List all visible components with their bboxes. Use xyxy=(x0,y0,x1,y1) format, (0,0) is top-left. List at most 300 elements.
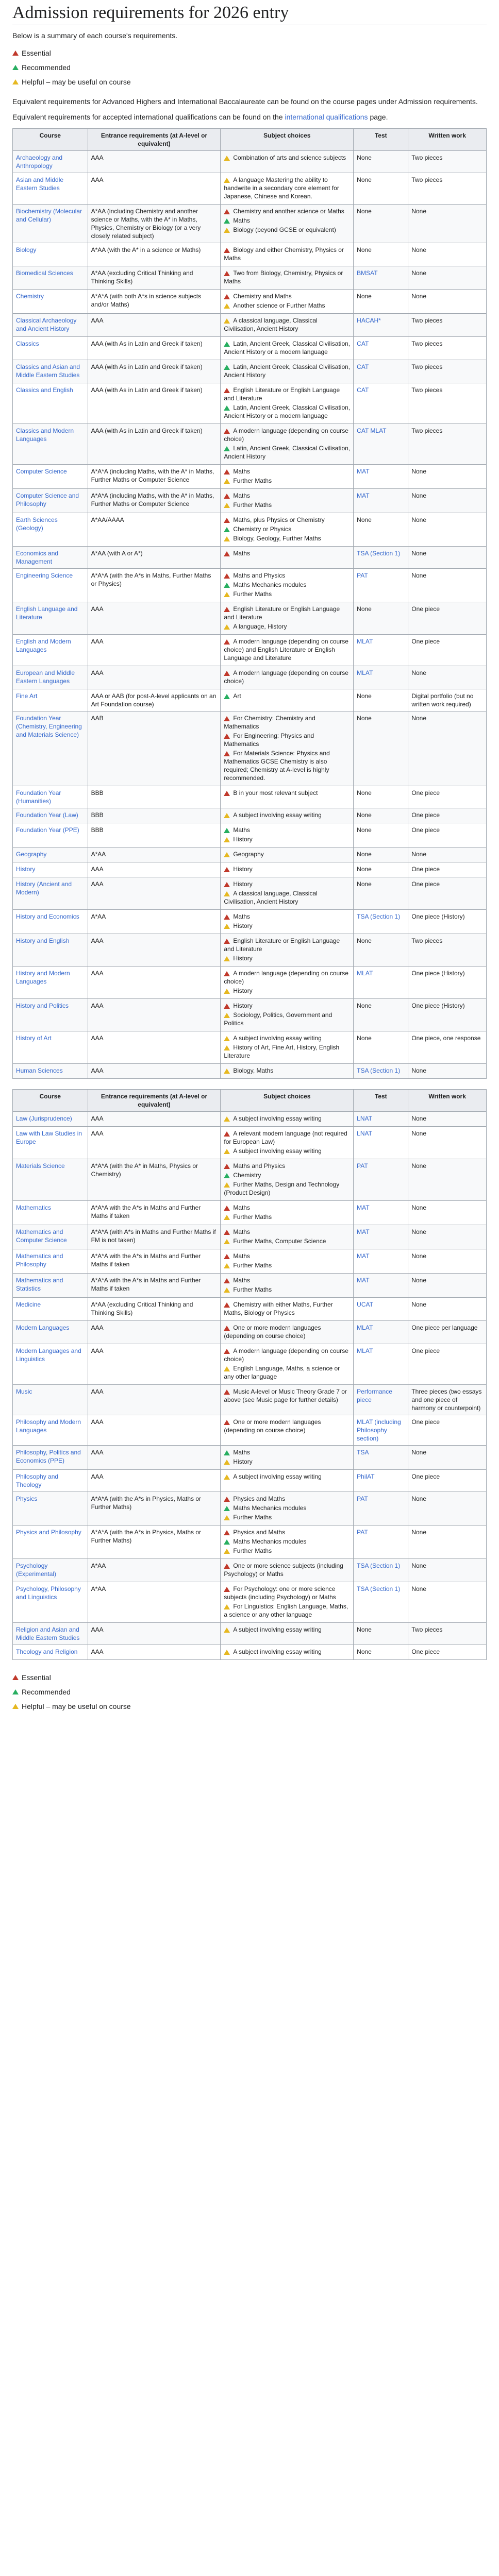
subject-item xyxy=(224,226,350,234)
subject-text: Maths and Physics xyxy=(233,572,286,579)
subject-item xyxy=(224,1002,350,1010)
course-link[interactable]: History and Economics xyxy=(13,910,88,934)
test-cell[interactable]: MAT xyxy=(354,489,408,513)
recommended-icon xyxy=(224,583,230,588)
essential-icon xyxy=(224,716,230,721)
subject-item xyxy=(224,1261,350,1269)
test-cell[interactable]: MLAT (including Philosophy section) xyxy=(354,1415,408,1446)
course-link[interactable]: Physics xyxy=(13,1492,88,1526)
test-cell: None xyxy=(354,1031,408,1064)
written-work-cell: None xyxy=(408,547,487,569)
essential-icon xyxy=(224,1206,230,1211)
header-test: Test xyxy=(354,129,408,151)
written-work-cell: None xyxy=(408,513,487,547)
essential-icon xyxy=(224,1326,230,1331)
table-row xyxy=(13,424,487,465)
written-work-cell: Three pieces (two essays and one piece of harmony or counterpoint) xyxy=(408,1385,487,1415)
table-row xyxy=(13,877,487,910)
legend-recommended xyxy=(12,60,487,75)
table-row xyxy=(13,173,487,205)
subject-item xyxy=(224,749,350,782)
course-link[interactable]: Classics and English xyxy=(13,383,88,424)
test-cell[interactable]: PhilAT xyxy=(354,1470,408,1492)
course-link[interactable]: Foundation Year (Humanities) xyxy=(13,786,88,808)
subjects-cell xyxy=(221,1298,354,1321)
subject-text: A classical language, Classical Civilisation, Ancient History xyxy=(224,317,318,332)
subject-text: Maths xyxy=(233,1252,251,1260)
test-cell: None xyxy=(354,1623,408,1645)
course-link[interactable]: Psychology (Experimental) xyxy=(13,1559,88,1582)
test-cell[interactable]: TSA (Section 1) xyxy=(354,1064,408,1079)
subject-text: English Literature or English Language and Literature xyxy=(224,386,340,402)
subject-text: Chemistry and another science or Maths xyxy=(233,208,344,215)
course-link[interactable]: Computer Science and Philosophy xyxy=(13,489,88,513)
helpful-icon xyxy=(224,1475,230,1480)
legend-essential-label: Essential xyxy=(22,49,51,57)
header-course: Course xyxy=(13,1090,88,1112)
subject-item xyxy=(224,889,350,906)
subjects-cell xyxy=(221,266,354,290)
test-cell[interactable]: MAT xyxy=(354,1225,408,1249)
written-work-cell: None xyxy=(408,205,487,243)
course-link[interactable]: Psychology, Philosophy and Linguistics xyxy=(13,1582,88,1623)
requirements-table-2 xyxy=(12,1089,487,1660)
table-row xyxy=(13,786,487,808)
test-cell[interactable]: HACAH* xyxy=(354,314,408,337)
subjects-cell xyxy=(221,173,354,205)
legend-bottom xyxy=(12,1670,487,1714)
course-link[interactable]: History and Politics xyxy=(13,999,88,1031)
header-written: Written work xyxy=(408,1090,487,1112)
essential-icon xyxy=(224,607,230,612)
test-cell[interactable]: PAT xyxy=(354,1492,408,1526)
subject-item xyxy=(224,1458,350,1466)
entrance-cell: A*A*A (with the A*s in Physics, Maths or Further Maths) xyxy=(88,1526,221,1559)
subjects-cell xyxy=(221,862,354,877)
course-link[interactable]: English and Modern Languages xyxy=(13,635,88,666)
course-link[interactable]: Theology and Religion xyxy=(13,1645,88,1660)
essential-icon xyxy=(224,882,230,887)
test-cell[interactable]: PAT xyxy=(354,1159,408,1201)
written-work-cell: None xyxy=(408,290,487,314)
written-work-cell: None xyxy=(408,711,487,786)
course-link[interactable]: History (Ancient and Modern) xyxy=(13,877,88,910)
subject-text: English Literature or English Language and Literature xyxy=(224,605,340,621)
subject-text: Geography xyxy=(233,851,264,858)
subjects-cell xyxy=(221,1492,354,1526)
test-cell[interactable]: MLAT xyxy=(354,967,408,999)
helpful-icon xyxy=(224,1628,230,1633)
subject-text: Maths xyxy=(233,1228,251,1235)
header-subject: Subject choices xyxy=(221,129,354,151)
course-link[interactable]: English Language and Literature xyxy=(13,602,88,635)
course-link[interactable]: Mathematics and Computer Science xyxy=(13,1225,88,1249)
course-link[interactable]: History of Art xyxy=(13,1031,88,1064)
written-work-cell: None xyxy=(408,666,487,689)
subject-text: Maths Mechanics modules xyxy=(233,1504,307,1512)
subject-item xyxy=(224,301,350,310)
essential-icon xyxy=(224,939,230,944)
written-work-cell: One piece xyxy=(408,808,487,823)
course-link[interactable]: Modern Languages xyxy=(13,1321,88,1344)
subject-item xyxy=(224,969,350,986)
header-written: Written work xyxy=(408,129,487,151)
helpful-icon xyxy=(224,1013,230,1018)
subjects-cell xyxy=(221,465,354,489)
subject-text: History xyxy=(233,955,253,962)
recommended-icon xyxy=(224,828,230,833)
entrance-cell: A*AA (with the A* in a science or Maths) xyxy=(88,243,221,266)
legend-recommended-label: Recommended xyxy=(22,1688,71,1696)
entrance-cell: AAA xyxy=(88,1344,221,1385)
essential-icon xyxy=(224,791,230,796)
recommended-icon xyxy=(12,1689,19,1694)
test-cell: None xyxy=(354,823,408,848)
subject-item xyxy=(224,692,350,700)
subject-item xyxy=(224,1300,350,1317)
entrance-cell: AAA xyxy=(88,1415,221,1446)
essential-icon xyxy=(224,914,230,920)
entrance-cell: A*A*A with the A*s in Maths and Further Maths if taken xyxy=(88,1201,221,1225)
subject-text: For Psychology: one or more science subjects (including Psychology) or Maths xyxy=(224,1585,336,1601)
subject-text: A subject involving essay writing xyxy=(233,1035,322,1042)
course-link[interactable]: Law with Law Studies in Europe xyxy=(13,1127,88,1159)
table-row xyxy=(13,1031,487,1064)
subject-item xyxy=(224,1011,350,1027)
subject-item xyxy=(224,316,350,333)
table-row xyxy=(13,666,487,689)
test-cell[interactable]: CAT xyxy=(354,383,408,424)
course-link[interactable]: Earth Sciences (Geology) xyxy=(13,513,88,547)
test-cell[interactable]: CAT xyxy=(354,360,408,383)
recommended-icon xyxy=(12,65,19,70)
course-link[interactable]: Religion and Asian and Middle Eastern Studies xyxy=(13,1623,88,1645)
course-link[interactable]: Music xyxy=(13,1385,88,1415)
helpful-icon xyxy=(224,503,230,508)
entrance-cell: A*A*A (with A*s in Maths and Further Maths if FM is not taken) xyxy=(88,1225,221,1249)
helpful-icon xyxy=(224,1604,230,1609)
course-link[interactable]: Fine Art xyxy=(13,689,88,711)
essential-icon xyxy=(224,971,230,976)
test-cell: None xyxy=(354,173,408,205)
helpful-icon xyxy=(224,156,230,161)
helpful-icon xyxy=(224,837,230,842)
subject-text: Latin, Ancient Greek, Classical Civilisation, Ancient History or a modern language xyxy=(224,340,351,355)
essential-icon xyxy=(224,1564,230,1569)
table-row xyxy=(13,360,487,383)
table-row xyxy=(13,602,487,635)
subject-text: Biology and either Chemistry, Physics or Maths xyxy=(224,246,344,262)
subject-text: Maths xyxy=(233,550,251,557)
course-link[interactable]: Biochemistry (Molecular and Cellular) xyxy=(13,205,88,243)
entrance-cell: AAA xyxy=(88,1645,221,1660)
course-link[interactable]: Philosophy and Theology xyxy=(13,1470,88,1492)
test-cell[interactable]: MLAT xyxy=(354,1321,408,1344)
subjects-cell xyxy=(221,1201,354,1225)
table-row xyxy=(13,205,487,243)
course-link[interactable]: Biomedical Sciences xyxy=(13,266,88,290)
subjects-cell xyxy=(221,1446,354,1470)
table-row xyxy=(13,967,487,999)
course-link[interactable]: Biology xyxy=(13,243,88,266)
subjects-cell xyxy=(221,823,354,848)
course-link[interactable]: History and English xyxy=(13,934,88,967)
subjects-cell xyxy=(221,1159,354,1201)
entrance-cell: A*A*A (including Maths, with the A* in Maths, Further Maths or Computer Science xyxy=(88,465,221,489)
subject-item xyxy=(224,987,350,995)
course-link[interactable]: Engineering Science xyxy=(13,569,88,602)
subjects-cell xyxy=(221,1559,354,1582)
table-row xyxy=(13,1112,487,1127)
subject-item xyxy=(224,549,350,557)
test-cell[interactable]: MLAT xyxy=(354,666,408,689)
written-work-cell: None xyxy=(408,1446,487,1470)
subject-item xyxy=(224,922,350,930)
written-work-cell: One piece xyxy=(408,1344,487,1385)
helpful-icon xyxy=(224,178,230,183)
course-link[interactable]: Computer Science xyxy=(13,465,88,489)
test-cell[interactable]: LNAT xyxy=(354,1112,408,1127)
entrance-cell: A*AA xyxy=(88,1582,221,1623)
subject-item xyxy=(224,1387,350,1404)
course-link[interactable]: Physics and Philosophy xyxy=(13,1526,88,1559)
subjects-cell xyxy=(221,290,354,314)
test-cell: None xyxy=(354,290,408,314)
written-work-cell: None xyxy=(408,1526,487,1559)
table-row xyxy=(13,513,487,547)
subject-item xyxy=(224,269,350,285)
entrance-cell: AAA xyxy=(88,967,221,999)
essential-icon xyxy=(224,1497,230,1502)
subjects-cell xyxy=(221,547,354,569)
subjects-cell xyxy=(221,635,354,666)
test-cell: None xyxy=(354,862,408,877)
subject-text: One or more science subjects (including Psychology) or Maths xyxy=(224,1562,343,1578)
course-link[interactable]: Classics and Modern Languages xyxy=(13,424,88,465)
test-cell[interactable]: MAT xyxy=(354,1274,408,1298)
test-cell[interactable]: PAT xyxy=(354,1526,408,1559)
course-link[interactable]: Classics xyxy=(13,337,88,360)
test-cell[interactable]: UCAT xyxy=(354,1298,408,1321)
written-work-cell: None xyxy=(408,1249,487,1274)
subject-item xyxy=(224,1472,350,1481)
course-link[interactable]: Foundation Year (PPE) xyxy=(13,823,88,848)
test-cell[interactable]: PAT xyxy=(354,569,408,602)
subject-item xyxy=(224,1562,350,1578)
subject-text: Sociology, Politics, Government and Politics xyxy=(224,1011,332,1027)
entrance-cell: AAA xyxy=(88,1064,221,1079)
entrance-cell: A*A*A (with the A*s in Maths, Further Maths or Physics) xyxy=(88,569,221,602)
course-link[interactable]: Foundation Year (Chemistry, Engineering and Materials Science) xyxy=(13,711,88,786)
subject-text: Latin, Ancient Greek, Classical Civilisation, Ancient History or a modern language xyxy=(224,404,351,419)
table-row xyxy=(13,1159,487,1201)
subject-text: A subject involving essay writing xyxy=(233,1648,322,1655)
legend-helpful xyxy=(12,75,487,89)
test-cell[interactable]: BMSAT xyxy=(354,266,408,290)
test-cell[interactable]: MAT xyxy=(354,1201,408,1225)
subject-text: History xyxy=(233,866,253,873)
subject-text: Physics and Maths xyxy=(233,1495,286,1502)
subject-text: A subject involving essay writing xyxy=(233,1115,322,1122)
subject-text: History xyxy=(233,1002,253,1009)
subject-text: Further Maths xyxy=(233,477,272,484)
subject-text: Art xyxy=(233,692,241,700)
test-cell[interactable]: LNAT xyxy=(354,1127,408,1159)
essential-icon xyxy=(224,1254,230,1259)
table-row xyxy=(13,1559,487,1582)
subject-item xyxy=(224,386,350,402)
essential-icon xyxy=(224,388,230,393)
subject-text: B in your most relevant subject xyxy=(233,789,318,796)
essential-icon xyxy=(224,429,230,434)
subject-text: Maths Mechanics modules xyxy=(233,581,307,588)
course-link[interactable]: Economics and Management xyxy=(13,547,88,569)
entrance-cell: AAA xyxy=(88,1623,221,1645)
course-link[interactable]: Asian and Middle Eastern Studies xyxy=(13,173,88,205)
subject-text: Latin, Ancient Greek, Classical Civilisation, Ancient History xyxy=(224,445,351,460)
helpful-icon xyxy=(224,852,230,857)
course-link[interactable]: History xyxy=(13,862,88,877)
subjects-cell xyxy=(221,910,354,934)
course-link[interactable]: Archaeology and Anthropology xyxy=(13,151,88,173)
written-work-cell: One piece xyxy=(408,602,487,635)
written-work-cell: One piece (History) xyxy=(408,910,487,934)
subject-text: A modern language (depending on course choice) xyxy=(224,1347,348,1363)
table-row xyxy=(13,1298,487,1321)
test-cell: None xyxy=(354,602,408,635)
course-link[interactable]: Materials Science xyxy=(13,1159,88,1201)
table-row xyxy=(13,1127,487,1159)
course-link[interactable]: Human Sciences xyxy=(13,1064,88,1079)
written-work-cell: Two pieces xyxy=(408,383,487,424)
test-cell[interactable]: CAT xyxy=(354,337,408,360)
table-row xyxy=(13,337,487,360)
test-cell: None xyxy=(354,786,408,808)
legend-recommended-label: Recommended xyxy=(22,63,71,72)
course-link[interactable]: Mathematics and Philosophy xyxy=(13,1249,88,1274)
course-link[interactable]: History and Modern Languages xyxy=(13,967,88,999)
test-cell[interactable]: Performance piece xyxy=(354,1385,408,1415)
written-work-cell: One piece (History) xyxy=(408,967,487,999)
subject-item xyxy=(224,937,350,953)
test-cell[interactable]: MLAT xyxy=(354,635,408,666)
course-link[interactable]: Geography xyxy=(13,848,88,862)
header-test: Test xyxy=(354,1090,408,1112)
test-cell[interactable]: TSA xyxy=(354,1446,408,1470)
essential-icon xyxy=(224,1530,230,1535)
course-link[interactable]: Modern Languages and Linguistics xyxy=(13,1344,88,1385)
course-link[interactable]: Mathematics and Statistics xyxy=(13,1274,88,1298)
written-work-cell: One piece xyxy=(408,1415,487,1446)
test-cell[interactable]: CAT MLAT xyxy=(354,424,408,465)
course-link[interactable]: Philosophy and Modern Languages xyxy=(13,1415,88,1446)
subject-item xyxy=(224,1276,350,1284)
course-link[interactable]: European and Middle Eastern Languages xyxy=(13,666,88,689)
course-link[interactable]: Classics and Asian and Middle Eastern Studies xyxy=(13,360,88,383)
course-link[interactable]: Foundation Year (Law) xyxy=(13,808,88,823)
entrance-cell: A*AA (with A or A*) xyxy=(88,547,221,569)
essential-icon xyxy=(224,294,230,299)
subject-text: Maths Mechanics modules xyxy=(233,1538,307,1545)
helpful-icon xyxy=(224,228,230,233)
test-cell[interactable]: MAT xyxy=(354,1249,408,1274)
subject-text: For Chemistry: Chemistry and Mathematics xyxy=(224,715,315,730)
table-row xyxy=(13,1321,487,1344)
table-row xyxy=(13,1582,487,1623)
written-work-cell: None xyxy=(408,1112,487,1127)
course-link[interactable]: Classical Archaeology and Ancient History xyxy=(13,314,88,337)
subjects-cell xyxy=(221,243,354,266)
subject-item xyxy=(224,1364,350,1381)
recommended-icon xyxy=(224,218,230,224)
course-link[interactable]: Mathematics xyxy=(13,1201,88,1225)
test-cell: None xyxy=(354,877,408,910)
course-link[interactable]: Chemistry xyxy=(13,290,88,314)
subject-item xyxy=(224,477,350,485)
international-qualifications-link[interactable]: international qualifications xyxy=(285,113,368,121)
subjects-cell xyxy=(221,1470,354,1492)
test-cell[interactable]: TSA (Section 1) xyxy=(354,1559,408,1582)
subjects-cell xyxy=(221,1225,354,1249)
entrance-cell: A*A*A with the A*s in Maths and Further Maths if taken xyxy=(88,1249,221,1274)
table-row xyxy=(13,1645,487,1660)
subject-item xyxy=(224,1129,350,1146)
table-row xyxy=(13,862,487,877)
test-cell[interactable]: MAT xyxy=(354,465,408,489)
legend-essential xyxy=(12,1670,487,1685)
subject-item xyxy=(224,1495,350,1503)
subject-item xyxy=(224,1204,350,1212)
helpful-icon xyxy=(12,1704,19,1709)
subjects-cell xyxy=(221,786,354,808)
subjects-cell xyxy=(221,424,354,465)
helpful-icon xyxy=(224,1182,230,1188)
written-work-cell: None xyxy=(408,1201,487,1225)
subject-text: A relevant modern language (not required for European Law) xyxy=(224,1130,347,1145)
subject-text: A modern language (depending on course choice) xyxy=(224,427,348,443)
subject-item xyxy=(224,340,350,356)
subject-item xyxy=(224,1162,350,1170)
test-cell[interactable]: MLAT xyxy=(354,1344,408,1385)
test-cell[interactable]: TSA (Section 1) xyxy=(354,910,408,934)
subjects-cell xyxy=(221,1064,354,1079)
subject-item xyxy=(224,444,350,461)
course-link[interactable]: Law (Jurisprudence) xyxy=(13,1112,88,1127)
subjects-cell xyxy=(221,967,354,999)
subject-item xyxy=(224,1043,350,1060)
entrance-cell: A*A*A (with the A*s in Physics, Maths or Further Maths) xyxy=(88,1492,221,1526)
subject-item xyxy=(224,154,350,162)
table-body-1 xyxy=(13,151,487,1079)
recommended-icon xyxy=(224,1450,230,1455)
entrance-cell: AAA xyxy=(88,173,221,205)
test-cell: None xyxy=(354,513,408,547)
subject-text: Chemistry with either Maths, Further Maths, Biology or Physics xyxy=(224,1301,333,1316)
entrance-cell: AAA xyxy=(88,1446,221,1470)
table-row xyxy=(13,151,487,173)
course-link[interactable]: Philosophy, Politics and Economics (PPE) xyxy=(13,1446,88,1470)
essential-icon xyxy=(224,518,230,523)
subject-item xyxy=(224,605,350,621)
helpful-icon xyxy=(224,1366,230,1371)
test-cell[interactable]: TSA (Section 1) xyxy=(354,1582,408,1623)
course-link[interactable]: Medicine xyxy=(13,1298,88,1321)
recommended-icon xyxy=(224,1173,230,1178)
test-cell[interactable]: TSA (Section 1) xyxy=(354,547,408,569)
test-cell: None xyxy=(354,934,408,967)
table-row xyxy=(13,1064,487,1079)
entrance-cell: BBB xyxy=(88,823,221,848)
